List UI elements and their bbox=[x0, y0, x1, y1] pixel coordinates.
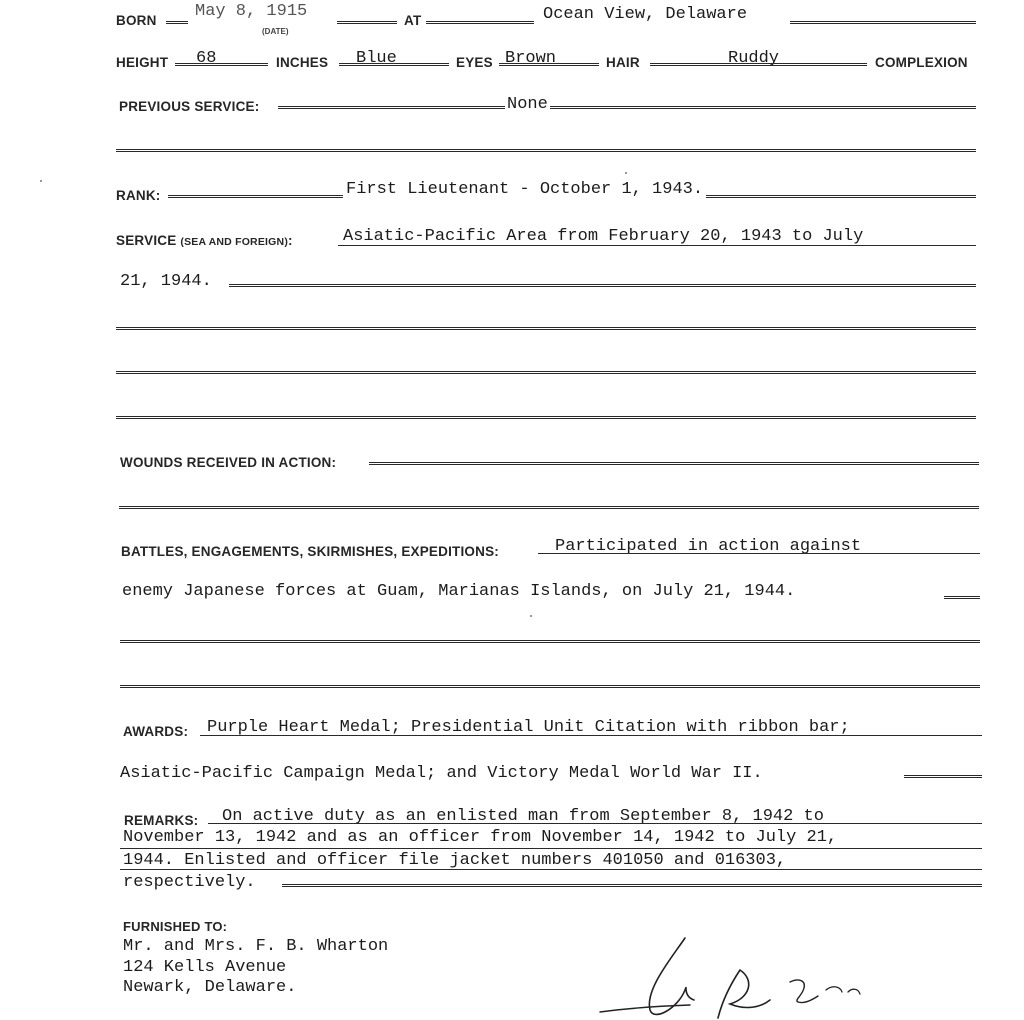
blank-line bbox=[116, 149, 976, 152]
birth-place-value: Ocean View, Delaware bbox=[543, 5, 748, 24]
born-date-underline bbox=[337, 21, 397, 24]
service-label: SERVICE (SEA AND FOREIGN): bbox=[116, 233, 293, 248]
previous-service-value: None bbox=[507, 95, 548, 114]
awards-line-1: Purple Heart Medal; Presidential Unit Citation with ribbon bar; bbox=[207, 718, 850, 737]
remarks-line-4: respectively. bbox=[123, 873, 256, 892]
service-line-1: Asiatic-Pacific Area from February 20, 1943 to July bbox=[343, 227, 864, 246]
awards-line-2: Asiatic-Pacific Campaign Medal; and Victory Medal World War II. bbox=[120, 764, 763, 783]
service-line-2: 21, 1944. bbox=[120, 272, 212, 291]
date-caption: (DATE) bbox=[262, 27, 289, 36]
rank-label: RANK: bbox=[116, 188, 161, 203]
signature-stroke bbox=[718, 970, 770, 1018]
remarks-first-line: On active duty as an enlisted man from September 8, 1942 to bbox=[222, 807, 824, 826]
blank-line bbox=[120, 685, 980, 688]
scan-speck bbox=[625, 172, 627, 174]
signature-stroke bbox=[826, 987, 860, 994]
remarks-line-3: 1944. Enlisted and officer file jacket numbers 401050 and 016303, bbox=[123, 851, 787, 870]
complexion-underline bbox=[650, 63, 867, 66]
eye-color-value: Blue bbox=[356, 49, 397, 68]
remarks-label: REMARKS: bbox=[124, 813, 199, 828]
remarks-line-2: November 13, 1942 and as an officer from November 14, 1942 to July 21, bbox=[123, 828, 838, 847]
remarks-underline-2 bbox=[120, 848, 982, 849]
hair-underline bbox=[499, 63, 599, 66]
born-date-value: May 8, 1915 bbox=[195, 2, 308, 21]
battles-underline-1 bbox=[538, 553, 980, 554]
height-underline bbox=[175, 63, 268, 66]
complexion-label: COMPLEXION bbox=[875, 55, 968, 70]
wounds-label: WOUNDS RECEIVED IN ACTION: bbox=[120, 455, 337, 470]
scan-speck bbox=[530, 615, 532, 617]
height-label: HEIGHT bbox=[116, 55, 169, 70]
battles-line-2: enemy Japanese forces at Guam, Marianas Islands, on July 21, 1944. bbox=[122, 582, 796, 601]
remarks-underline-1 bbox=[208, 823, 982, 824]
awards-underline-1 bbox=[200, 735, 982, 736]
blank-line bbox=[119, 506, 979, 509]
born-label: BORN bbox=[116, 13, 157, 28]
height-value: 68 bbox=[196, 49, 217, 68]
place-underline-left bbox=[426, 21, 534, 24]
eyes-underline bbox=[339, 63, 449, 66]
born-underline bbox=[166, 21, 188, 24]
previous-service-underline bbox=[278, 106, 976, 109]
hair-label: HAIR bbox=[606, 55, 640, 70]
signature-stroke bbox=[649, 938, 694, 1014]
remarks-underline-3 bbox=[120, 869, 982, 870]
blank-line bbox=[116, 371, 976, 374]
hair-color-value: Brown bbox=[505, 49, 557, 68]
rank-value: First Lieutenant - October 1, 1943. bbox=[343, 181, 706, 198]
furnished-address bbox=[123, 937, 388, 999]
recipient-city: Newark, Delaware. bbox=[123, 978, 297, 997]
service-underline-2 bbox=[229, 284, 976, 287]
battles-underline-2 bbox=[944, 596, 980, 599]
blank-line bbox=[120, 640, 980, 643]
wounds-underline bbox=[369, 462, 979, 465]
place-underline-right bbox=[790, 21, 976, 24]
at-label: AT bbox=[404, 13, 422, 28]
inches-label: INCHES bbox=[276, 55, 329, 70]
scan-speck bbox=[40, 180, 42, 182]
previous-service-label: PREVIOUS SERVICE: bbox=[119, 99, 260, 114]
service-underline-1 bbox=[338, 245, 976, 246]
signature-stroke bbox=[600, 1005, 690, 1012]
eyes-label: EYES bbox=[456, 55, 493, 70]
recipient-name: Mr. and Mrs. F. B. Wharton bbox=[123, 937, 389, 956]
furnished-to-label: FURNISHED TO: bbox=[123, 919, 228, 934]
signature-stroke bbox=[790, 980, 818, 1003]
battles-line-1: Participated in action against bbox=[555, 537, 862, 556]
blank-line bbox=[116, 327, 976, 330]
battles-label: BATTLES, ENGAGEMENTS, SKIRMISHES, EXPEDITIONS: bbox=[121, 544, 499, 559]
complexion-value: Ruddy bbox=[728, 49, 780, 68]
awards-label: AWARDS: bbox=[123, 724, 189, 739]
recipient-street: 124 Kells Avenue bbox=[123, 957, 287, 977]
awards-underline-2 bbox=[904, 775, 982, 778]
remarks-underline-4 bbox=[282, 884, 982, 887]
signature bbox=[590, 930, 890, 1020]
blank-line bbox=[116, 416, 976, 419]
